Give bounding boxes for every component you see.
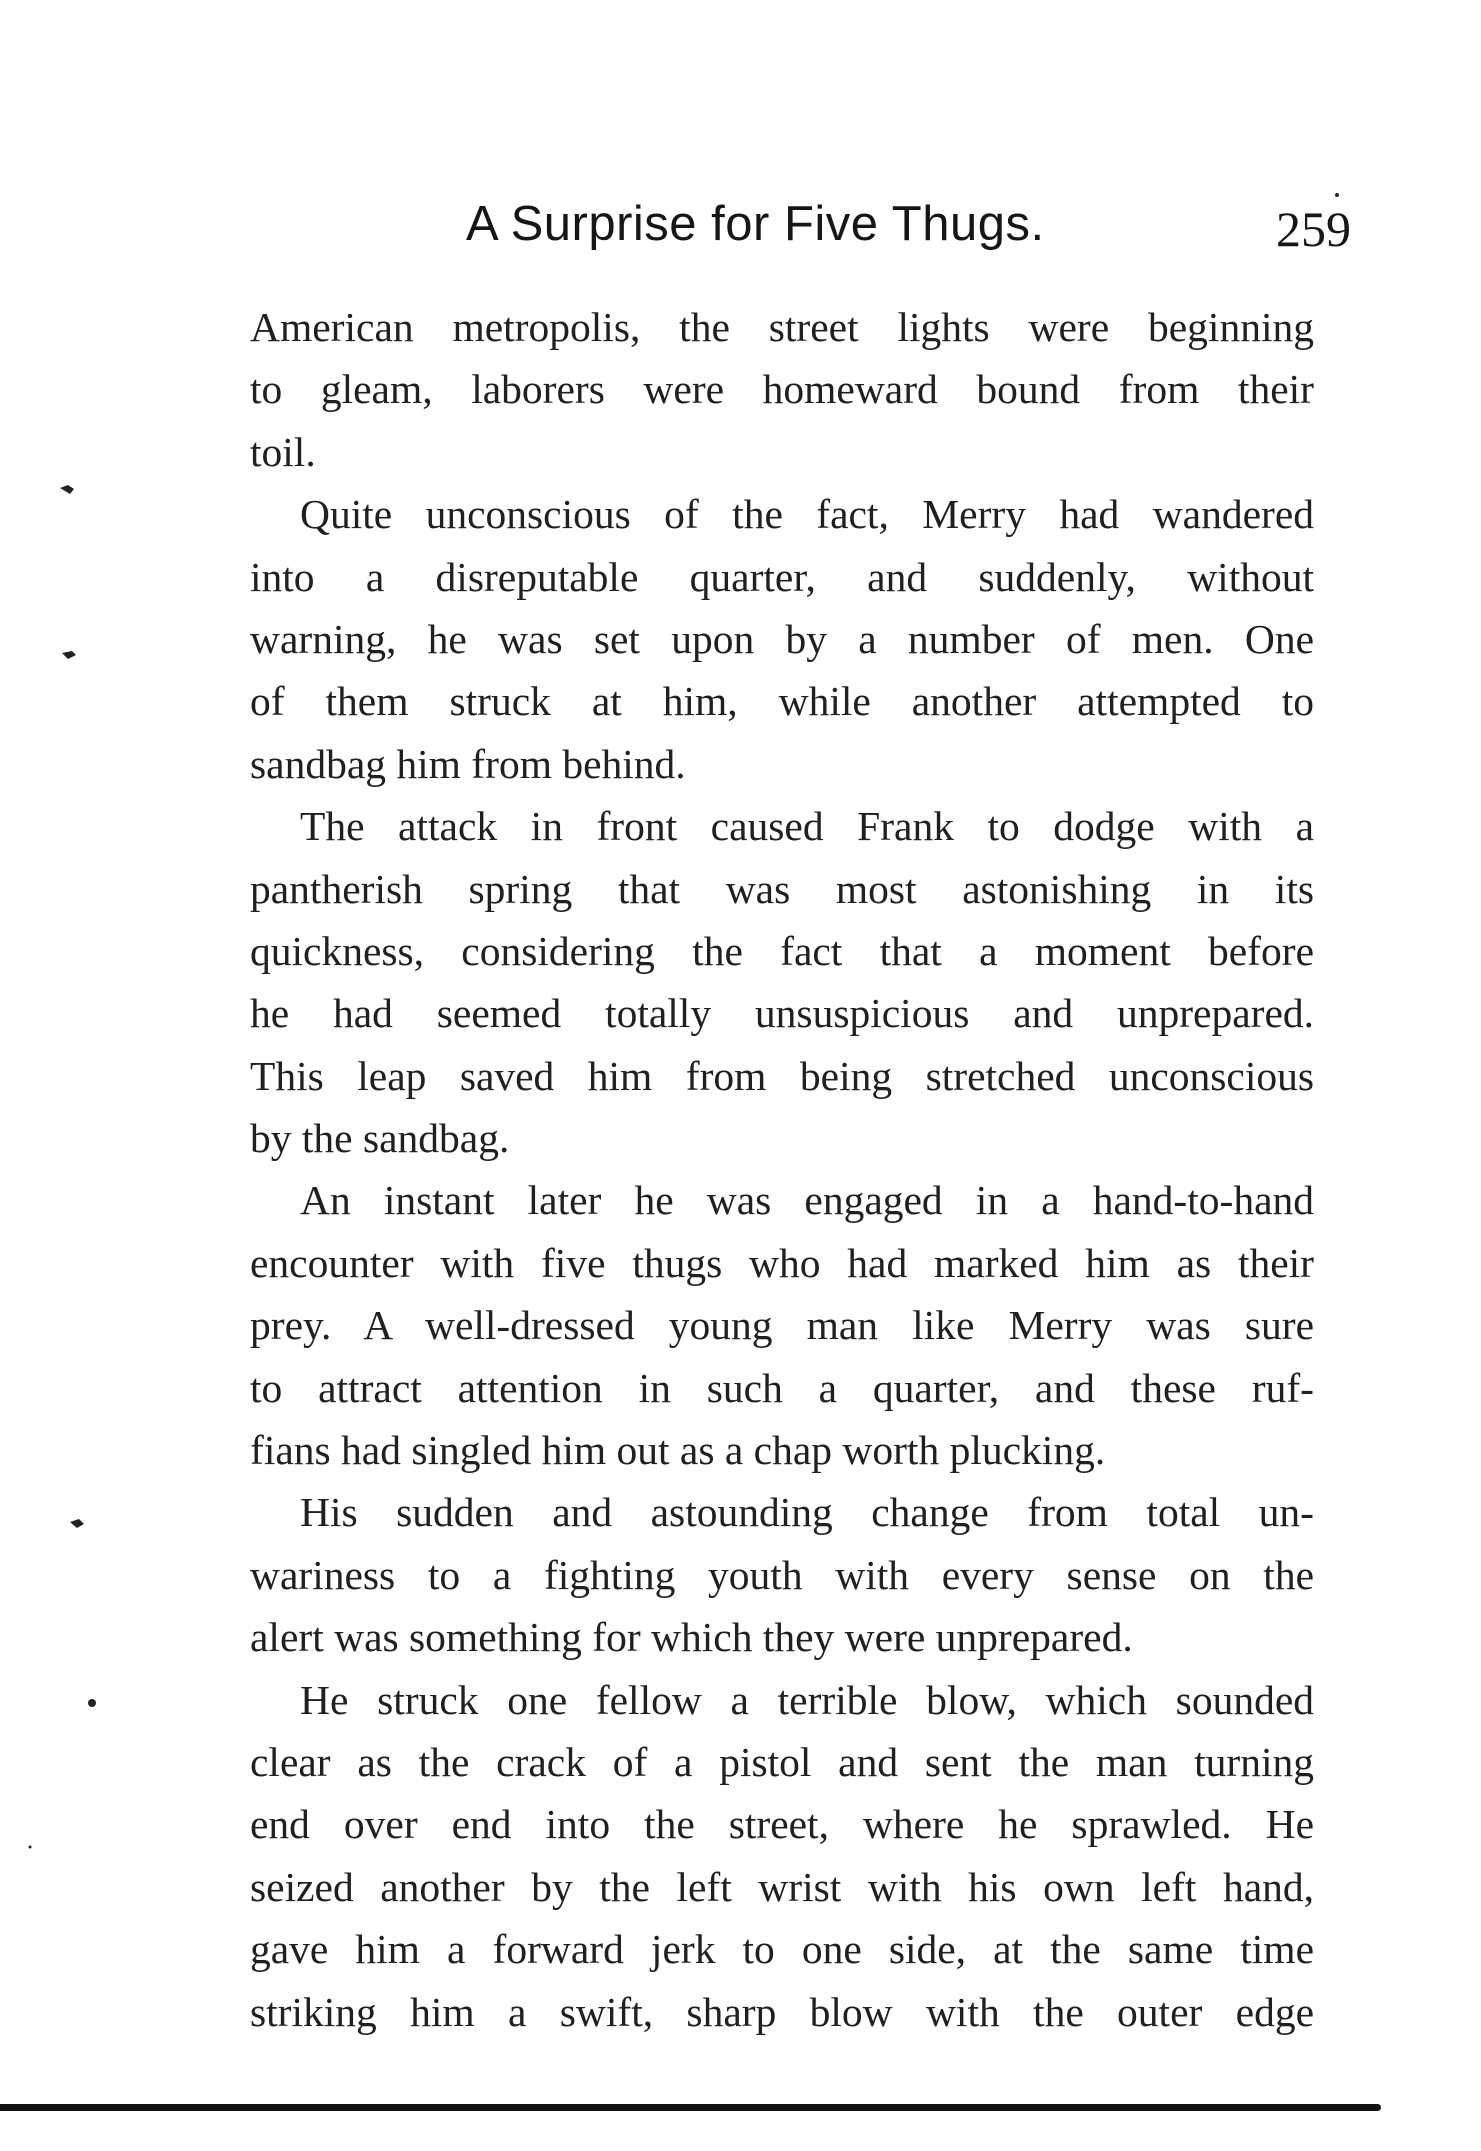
text-line: encounter with five thugs who had marked him as their [250, 1239, 1314, 1286]
ink-speck [60, 485, 74, 494]
text-line: clear as the crack of a pistol and sent the man turning [250, 1738, 1314, 1785]
ink-speck [70, 1519, 84, 1528]
text-line: striking him a swift, sharp blow with the outer edge [250, 1988, 1314, 2035]
text-line: to attract attention in such a quarter, and these ruf- [250, 1364, 1314, 1411]
text-line: seized another by the left wrist with his own left hand, [250, 1863, 1314, 1910]
text-line: The attack in front caused Frank to dodge with a [300, 803, 1314, 850]
text-line: to gleam, laborers were homeward bound from their [250, 366, 1314, 413]
ink-speck [88, 1699, 96, 1707]
text-line: he had seemed totally unsuspicious and unprepared. [250, 990, 1314, 1037]
text-line: of them struck at him, while another attempted to [250, 678, 1314, 725]
ink-speck [29, 1846, 32, 1849]
page-body [250, 296, 1314, 2043]
text-line: pantherish spring that was most astonishing in its [250, 865, 1314, 912]
text-line: He struck one fellow a terrible blow, which sounded [300, 1676, 1314, 1723]
text-line: His sudden and astounding change from total un- [300, 1489, 1314, 1536]
text-line: This leap saved him from being stretched unconscious [250, 1052, 1314, 1099]
running-head [466, 196, 1351, 266]
text-line: fians had singled him out as a chap worth plucking. [250, 1427, 1106, 1474]
text-line: warning, he was set upon by a number of men. One [250, 615, 1314, 662]
page-bottom-rule [0, 2104, 1381, 2111]
text-line: wariness to a fighting youth with every sense on the [250, 1551, 1314, 1598]
text-line: alert was something for which they were unprepared. [250, 1614, 1133, 1661]
text-line: gave him a forward jerk to one side, at the same time [250, 1926, 1314, 1973]
ink-speck [1335, 193, 1339, 197]
text-line: American metropolis, the street lights were beginning [250, 304, 1314, 350]
text-line: by the sandbag. [250, 1115, 510, 1162]
text-line: sandbag him from behind. [250, 740, 686, 787]
text-line: end over end into the street, where he sprawled. He [250, 1801, 1314, 1848]
text-line: prey. A well-dressed young man like Merry was sure [250, 1302, 1314, 1349]
text-line: toil. [250, 428, 316, 475]
text-line: into a disreputable quarter, and suddenly, without [250, 553, 1314, 600]
text-line: An instant later he was engaged in a hand-to-hand [300, 1177, 1314, 1224]
text-line: Quite unconscious of the fact, Merry had wandered [300, 491, 1314, 538]
chapter-title: A Surprise for Five Thugs. [466, 197, 1045, 251]
text-line: quickness, considering the fact that a moment before [250, 927, 1314, 974]
ink-speck [62, 651, 76, 659]
page-number: 259 [1276, 201, 1351, 257]
